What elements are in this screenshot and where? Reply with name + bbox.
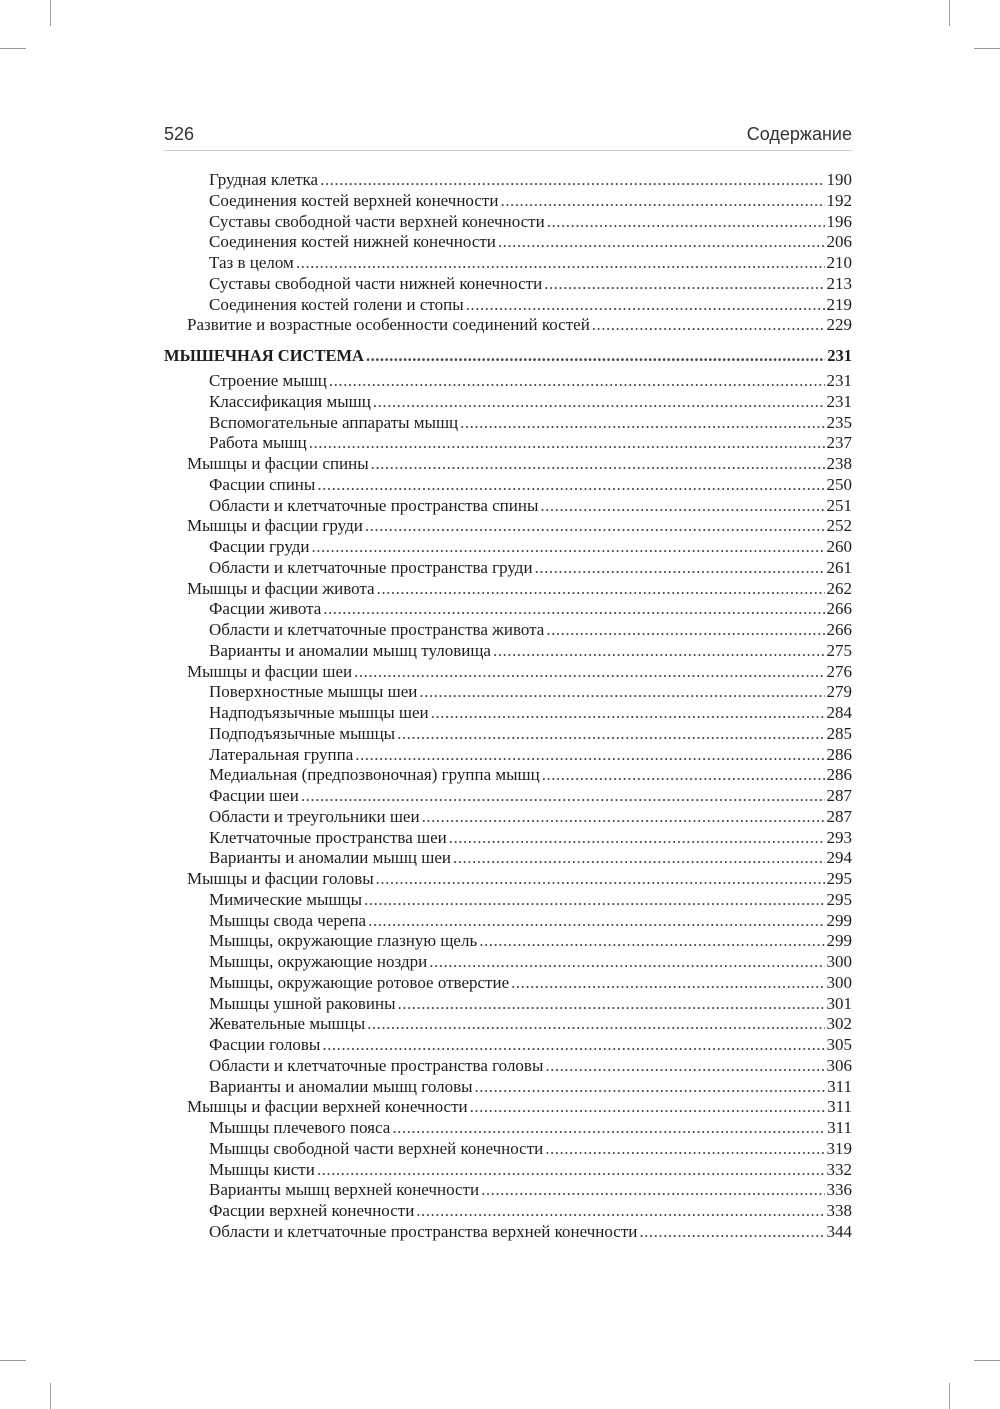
toc-dot-leader: [545, 1139, 824, 1160]
toc-entry-title: Варианты и аномалии мышц шеи: [209, 848, 452, 868]
toc-dot-leader: [500, 191, 824, 212]
toc-entry-title: Мышцы плечевого пояса: [209, 1118, 391, 1137]
toc-entry-title: Области и клетчаточные пространства головы: [209, 1055, 544, 1075]
toc-entry[interactable]: [164, 599, 852, 620]
toc-dot-leader: [364, 890, 824, 911]
toc-dot-leader: [309, 433, 825, 454]
crop-mark: [974, 1360, 1000, 1361]
toc-entry-title: Области и клетчаточные пространства верхней конечности: [209, 1221, 638, 1241]
toc-entry-title: Фасции груди: [209, 537, 310, 556]
toc-entry-title: Мышцы, окружающие ноздри: [209, 952, 428, 971]
toc-page-number: 276: [826, 661, 852, 681]
toc-entry[interactable]: [164, 848, 852, 869]
toc-entry-title: Варианты мышц верхней конечности: [209, 1180, 480, 1200]
toc-entry-title: Мышцы и фасции верхней конечности: [187, 1097, 468, 1117]
toc-entry[interactable]: [164, 869, 852, 890]
toc-dot-leader: [320, 170, 824, 191]
toc-page-number: 238: [826, 454, 852, 473]
toc-page-number: 311: [827, 1118, 852, 1137]
toc-entry[interactable]: [164, 558, 852, 579]
toc-entry[interactable]: [164, 662, 852, 683]
toc-dot-leader: [453, 848, 824, 869]
crop-mark: [974, 48, 1000, 49]
toc-entry[interactable]: [164, 433, 852, 454]
toc-dot-leader: [429, 952, 824, 973]
toc-page-number: 295: [826, 869, 852, 888]
toc-dot-leader: [466, 295, 825, 316]
toc-dot-leader: [317, 1160, 825, 1181]
toc-page-number: 190: [826, 170, 852, 189]
toc-entry[interactable]: [164, 994, 852, 1015]
toc-page-number: 210: [826, 253, 852, 272]
toc-entry-title: Жевательные мышцы: [209, 1014, 366, 1034]
toc-entry[interactable]: [164, 191, 852, 212]
toc-page-number: 285: [826, 723, 852, 743]
toc-entry-title: Фасции спины: [209, 474, 316, 494]
toc-entry-title: Вспомогательные аппараты мышц: [209, 412, 459, 432]
toc-entry-title: Суставы свободной части верхней конечности: [209, 211, 545, 231]
toc-dot-leader: [544, 274, 824, 295]
toc-entry-title: Мышцы свода черепа: [209, 910, 367, 930]
toc-page-number: 275: [826, 640, 852, 660]
toc-dot-leader: [354, 662, 824, 683]
toc-entry-title: Строение мышц: [209, 371, 327, 390]
table-of-contents: [164, 170, 852, 1243]
toc-dot-leader: [322, 1035, 824, 1056]
toc-entry-title: Соединения костей верхней конечности: [209, 190, 499, 210]
toc-page-number: 311: [827, 1097, 852, 1117]
toc-page-number: 192: [826, 190, 852, 210]
toc-page-number: 213: [826, 273, 852, 293]
toc-entry[interactable]: [164, 212, 852, 233]
toc-page-number: 338: [826, 1201, 852, 1220]
toc-entry-title: Таз в целом: [209, 253, 294, 272]
toc-entry-title: Медиальная (предпозвоночная) группа мышц: [209, 765, 540, 785]
running-title: Содержание: [746, 124, 852, 144]
toc-entry[interactable]: [164, 475, 852, 496]
toc-page-number: 252: [826, 516, 852, 536]
toc-page-number: 300: [826, 972, 852, 992]
toc-entry-title: Поверхностные мышцы шеи: [209, 682, 418, 702]
toc-dot-leader: [301, 786, 825, 807]
toc-dot-leader: [546, 620, 824, 641]
toc-dot-leader: [419, 682, 824, 703]
toc-entry[interactable]: [164, 952, 852, 973]
toc-dot-leader: [493, 641, 825, 662]
toc-dot-leader: [540, 496, 824, 517]
toc-entry-title: Области и треугольники шеи: [209, 806, 420, 826]
toc-entry-title: Мышцы, окружающие ротовое отверстие: [209, 972, 510, 992]
toc-entry[interactable]: [164, 745, 852, 766]
toc-page-number: 302: [826, 1014, 852, 1034]
toc-page-number: 300: [826, 952, 852, 971]
toc-entry-title: Латеральная группа: [209, 744, 354, 764]
toc-entry[interactable]: [164, 537, 852, 558]
toc-entry[interactable]: [164, 1014, 852, 1035]
toc-entry-title: МЫШЕЧНАЯ СИСТЕМА: [164, 346, 364, 365]
toc-entry[interactable]: [164, 786, 852, 807]
toc-entry-title: Области и клетчаточные пространства груди: [209, 557, 533, 577]
toc-entry-title: Мышцы, окружающие глазную щель: [209, 931, 478, 951]
toc-entry[interactable]: [164, 1222, 852, 1243]
toc-dot-leader: [296, 253, 825, 274]
toc-entry[interactable]: [164, 1201, 852, 1222]
toc-page-number: 231: [827, 346, 852, 365]
toc-dot-leader: [365, 516, 825, 537]
toc-entry-title: Мышцы и фасции живота: [187, 578, 375, 598]
toc-page-number: 332: [826, 1159, 852, 1179]
toc-entry[interactable]: [164, 703, 852, 724]
toc-dot-leader: [355, 745, 824, 766]
toc-page-number: 286: [826, 765, 852, 785]
toc-entry-title: Суставы свободной части нижней конечности: [209, 273, 543, 293]
toc-entry[interactable]: [164, 765, 852, 786]
toc-entry[interactable]: [164, 931, 852, 952]
toc-entry-title: Фасции головы: [209, 1035, 321, 1054]
toc-entry-title: Фасции живота: [209, 599, 322, 619]
toc-entry-title: Мышцы и фасции шеи: [187, 661, 353, 681]
toc-entry[interactable]: [164, 253, 852, 274]
toc-entry-title: Мышцы и фасции головы: [187, 869, 374, 888]
toc-entry[interactable]: [164, 454, 852, 475]
toc-entry-title: Соединения костей голени и стопы: [209, 294, 464, 314]
toc-dot-leader: [367, 1014, 824, 1035]
toc-entry-title: Классификация мышц: [209, 391, 371, 411]
toc-dot-leader: [397, 724, 824, 745]
toc-entry[interactable]: [164, 890, 852, 911]
crop-mark: [50, 1383, 51, 1409]
toc-dot-leader: [547, 212, 825, 233]
toc-entry[interactable]: [164, 1035, 852, 1056]
toc-dot-leader: [592, 315, 825, 336]
toc-dot-leader: [431, 703, 825, 724]
toc-page-number: 305: [826, 1035, 852, 1054]
toc-section-heading[interactable]: [164, 344, 852, 368]
toc-dot-leader: [475, 1077, 826, 1098]
toc-entry[interactable]: [164, 274, 852, 295]
toc-entry-title: Клетчаточные пространства шеи: [209, 827, 447, 847]
toc-page-number: 206: [826, 232, 852, 252]
toc-entry[interactable]: [164, 516, 852, 537]
toc-entry[interactable]: [164, 392, 852, 413]
crop-mark: [949, 1383, 950, 1409]
crop-mark: [0, 1360, 26, 1361]
toc-page-number: 262: [826, 578, 852, 598]
toc-dot-leader: [377, 579, 825, 600]
toc-dot-leader: [392, 1118, 825, 1139]
crop-mark: [0, 48, 26, 49]
toc-page-number: 260: [826, 537, 852, 556]
toc-dot-leader: [511, 973, 824, 994]
crop-mark: [50, 0, 51, 26]
toc-entry[interactable]: [164, 579, 852, 600]
toc-dot-leader: [470, 1097, 826, 1118]
toc-page-number: 311: [827, 1076, 852, 1096]
toc-dot-leader: [398, 994, 825, 1015]
toc-entry-title: Работа мышц: [209, 433, 307, 453]
toc-page-number: 250: [826, 474, 852, 494]
toc-page-number: 344: [826, 1221, 852, 1241]
toc-page-number: 235: [826, 412, 852, 432]
toc-page-number: 284: [826, 703, 852, 722]
toc-dot-leader: [323, 599, 824, 620]
toc-entry-title: Области и клетчаточные пространства живота: [209, 620, 545, 639]
toc-entry[interactable]: [164, 828, 852, 849]
toc-page-number: 319: [826, 1138, 852, 1158]
toc-dot-leader: [329, 371, 825, 392]
toc-dot-leader: [479, 931, 824, 952]
toc-entry[interactable]: [164, 295, 852, 316]
toc-dot-leader: [371, 454, 825, 475]
toc-entry-title: Фасции верхней конечности: [209, 1201, 415, 1220]
toc-dot-leader: [545, 1056, 824, 1077]
toc-entry[interactable]: [164, 807, 852, 828]
toc-page-number: 294: [826, 848, 852, 868]
toc-page-number: 299: [826, 931, 852, 951]
toc-page-number: 237: [826, 433, 852, 453]
toc-entry[interactable]: [164, 232, 852, 253]
crop-mark: [949, 0, 950, 26]
toc-entry[interactable]: [164, 724, 852, 745]
toc-entry[interactable]: [164, 620, 852, 641]
toc-entry[interactable]: [164, 315, 852, 336]
toc-page-number: 279: [826, 682, 852, 702]
toc-page-number: 286: [826, 744, 852, 764]
page-header: [164, 124, 852, 151]
toc-entry[interactable]: [164, 911, 852, 932]
toc-page-number: 295: [826, 889, 852, 909]
toc-page-number: 266: [826, 620, 852, 639]
toc-dot-leader: [373, 392, 825, 413]
toc-dot-leader: [376, 869, 825, 890]
toc-entry-title: Соединения костей нижней конечности: [209, 232, 496, 252]
toc-page-number: 299: [826, 910, 852, 930]
toc-page-number: 231: [826, 371, 852, 390]
toc-entry[interactable]: [164, 413, 852, 434]
toc-entry[interactable]: [164, 1118, 852, 1139]
toc-entry-title: Варианты и аномалии мышц туловища: [209, 640, 491, 660]
toc-entry-title: Грудная клетка: [209, 170, 319, 189]
toc-entry[interactable]: [164, 371, 852, 392]
toc-page-number: 287: [826, 786, 852, 805]
toc-entry[interactable]: [164, 1160, 852, 1181]
toc-page-number: 196: [826, 211, 852, 231]
toc-entry-title: Мышцы кисти: [209, 1159, 315, 1179]
toc-dot-leader: [368, 911, 824, 932]
toc-entry-title: Варианты и аномалии мышц головы: [209, 1076, 473, 1096]
toc-page-number: 287: [826, 806, 852, 826]
toc-dot-leader: [481, 1180, 824, 1201]
toc-entry-title: Мышцы ушной раковины: [209, 993, 396, 1013]
toc-entry[interactable]: [164, 170, 852, 191]
toc-dot-leader: [416, 1201, 824, 1222]
toc-page-number: 231: [826, 391, 852, 411]
toc-dot-leader: [535, 558, 825, 579]
toc-dot-leader: [542, 765, 825, 786]
toc-dot-leader: [422, 807, 825, 828]
toc-entry-title: Мышцы и фасции груди: [187, 516, 363, 536]
toc-entry[interactable]: [164, 973, 852, 994]
toc-page-number: 219: [826, 294, 852, 314]
toc-page-number: 301: [826, 993, 852, 1013]
toc-page-number: 229: [826, 315, 852, 335]
toc-entry[interactable]: [164, 1097, 852, 1118]
toc-entry[interactable]: [164, 1056, 852, 1077]
toc-entry-title: Области и клетчаточные пространства спины: [209, 495, 539, 515]
toc-entry-title: Подподъязычные мышцы: [209, 723, 396, 743]
toc-entry-title: Развитие и возрастные особенности соединений костей: [187, 315, 590, 335]
toc-dot-leader: [449, 828, 825, 849]
toc-entry[interactable]: [164, 496, 852, 517]
toc-dot-leader: [366, 344, 825, 368]
toc-dot-leader: [460, 413, 824, 434]
toc-entry[interactable]: [164, 1077, 852, 1098]
toc-entry-title: Мышцы и фасции спины: [187, 454, 369, 473]
toc-page-number: 251: [826, 495, 852, 515]
toc-entry[interactable]: [164, 641, 852, 662]
toc-entry-title: Надподъязычные мышцы шеи: [209, 703, 429, 722]
toc-page-number: 306: [826, 1055, 852, 1075]
toc-entry[interactable]: [164, 1180, 852, 1201]
toc-dot-leader: [639, 1222, 824, 1243]
toc-dot-leader: [498, 232, 825, 253]
toc-entry-title: Мышцы свободной части верхней конечности: [209, 1138, 544, 1158]
toc-entry-title: Мимические мышцы: [209, 889, 363, 909]
toc-page-number: 293: [826, 827, 852, 847]
toc-dot-leader: [312, 537, 825, 558]
toc-entry[interactable]: [164, 1139, 852, 1160]
toc-page-number: 266: [826, 599, 852, 619]
page-number: 526: [164, 124, 195, 144]
toc-entry-title: Фасции шеи: [209, 786, 299, 805]
toc-entry[interactable]: [164, 682, 852, 703]
toc-page-number: 336: [826, 1180, 852, 1200]
toc-page-number: 261: [826, 557, 852, 577]
toc-dot-leader: [317, 475, 824, 496]
